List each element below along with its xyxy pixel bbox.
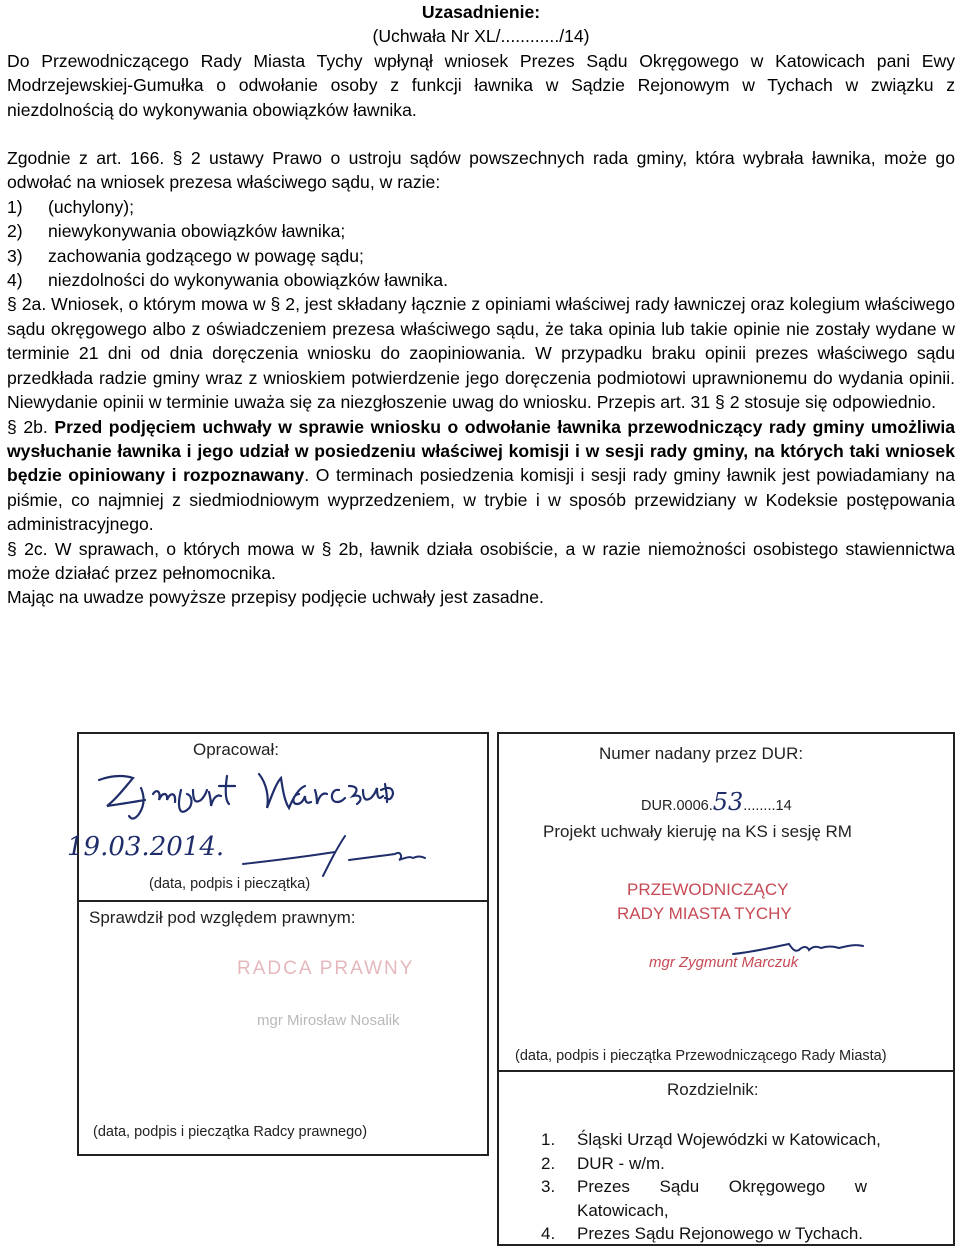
stamp-line-2: RADY MIASTA TYCHY	[617, 904, 792, 923]
divider	[499, 1070, 953, 1072]
stamp-line-1: PRZEWODNICZĄCY	[627, 880, 789, 899]
distribution-label: Rozdzielnik:	[667, 1080, 759, 1099]
list-item: 2) niewykonywania obowiązków ławnika;	[7, 221, 346, 242]
distribution-box	[497, 732, 955, 1246]
reasons-list	[7, 195, 955, 293]
prepared-date: 19.03.2014.	[67, 832, 225, 862]
dur-number: DUR.0006.53........14	[641, 788, 792, 816]
list-item: 2. DUR - w/m.	[541, 1153, 665, 1173]
conclusion: Mając na uwadze powyższe przepisy podjęcie uchwały jest zasadne.	[7, 587, 544, 608]
distribution-list	[541, 1128, 935, 1246]
preparation-box	[67, 732, 489, 1156]
dur-handwritten-number: 53	[712, 788, 744, 816]
checked-label: Sprawdził pod względem prawnym:	[89, 908, 356, 927]
chair-caption: (data, podpis i pieczątka Przewodniczącego Rady Miasta)	[515, 1048, 887, 1064]
list-item: 3) zachowania godzącego w powagę sądu;	[7, 245, 364, 266]
list-item: 1) (uchylony);	[7, 196, 135, 217]
handwritten-name-icon	[93, 760, 423, 828]
date-caption: (data, podpis i pieczątka)	[149, 876, 311, 892]
signature-icon	[239, 830, 449, 880]
paragraph-2a: § 2a. Wniosek, o którym mowa w § 2, jest składany łącznie z opiniami właściwej rady ławniczej oraz kolegium właściwego sądu okręgowego albo z oświadczeniem prezesa właściwego sądu, że taka opinia lub takie opinie nie zostały wydane w terminie 21 dni od dnia doręczenia wniosku do zaopiniowania. W przypadku braku opinii prezes właściwego sądu przedkłada radzie gminy wraz z wnioskiem potwierdzenie jego doręczenia podmiotowi uprawnionemu do wydania opinii. Niewydanie opinii w terminie uważa się za niezgłoszenie uwag do wniosku. Przepis art. 31 § 2 stosuje się odpowiednio.	[7, 294, 955, 413]
list-item: 3. Prezes Sądu Okręgowego w Katowicach,	[541, 1177, 867, 1220]
faint-stamp-name: mgr Mirosław Nosalik	[257, 1012, 400, 1029]
prepared-signature	[93, 760, 423, 833]
project-text: Projekt uchwały kieruję na KS i sesję RM	[543, 822, 852, 841]
doc-title: Uzasadnienie:	[421, 2, 541, 22]
stamp-name: mgr Zygmunt Marczuk	[649, 954, 799, 971]
resolution-number: (Uchwała Nr XL/............/14)	[372, 26, 590, 47]
prepared-label: Opracował:	[193, 740, 279, 759]
paragraph-2b: § 2b. Przed podjęciem uchwały w sprawie wniosku o odwołanie ławnika przewodniczący rady gminy umożliwia wysłuchanie ławnika i jego udział w posiedzeniu właściwej komisji i w sesji rady gminy, na których taki wniosek będzie opiniowany i rozpoznawany. O terminach posiedzenia komisji i sesji rady gminy ławnik jest powiadamiany na piśmie, co najmniej z siedmiodniowym wyprzedzeniem, w trybie i w sposób przewidziany w Kodeksie postępowania administracyjnego.	[7, 416, 955, 535]
list-item: 1. Śląski Urząd Wojewódzki w Katowicach,	[541, 1130, 881, 1149]
intro-paragraph: Do Przewodniczącego Rady Miasta Tychy wpłynął wniosek Prezes Sądu Okręgowego w Katowicach pani Ewy Modrzejewskiej-Gumułka o odwołanie osoby z funkcji ławnika w Sądzie Rejonowym w Tychach w związku z niezdolnością do wykonywania obowiązków ławnika.	[7, 50, 955, 120]
legal-caption: (data, podpis i pieczątka Radcy prawnego)	[93, 1124, 368, 1140]
list-item: 4) niezdolności do wykonywania obowiązków ławnika.	[7, 270, 448, 291]
document-body	[7, 0, 955, 610]
art166-paragraph: Zgodnie z art. 166. § 2 ustawy Prawo o ustroju sądów powszechnych rada gminy, która wybrała ławnika, może go odwołać na wniosek prezesa właściwego sądu, w razie:	[7, 148, 955, 193]
divider	[79, 900, 487, 902]
paragraph-2c: § 2c. W sprawach, o których mowa w § 2b, ławnik działa osobiście, a w razie niemożności osobistego stawiennictwa może działać przez pełnomocnika.	[7, 538, 955, 583]
list-item: 4. Prezes Sądu Rejonowego w Tychach.	[541, 1224, 864, 1243]
dur-label: Numer nadany przez DUR:	[599, 744, 804, 763]
faint-stamp-title: RADCA PRAWNY	[237, 958, 415, 979]
